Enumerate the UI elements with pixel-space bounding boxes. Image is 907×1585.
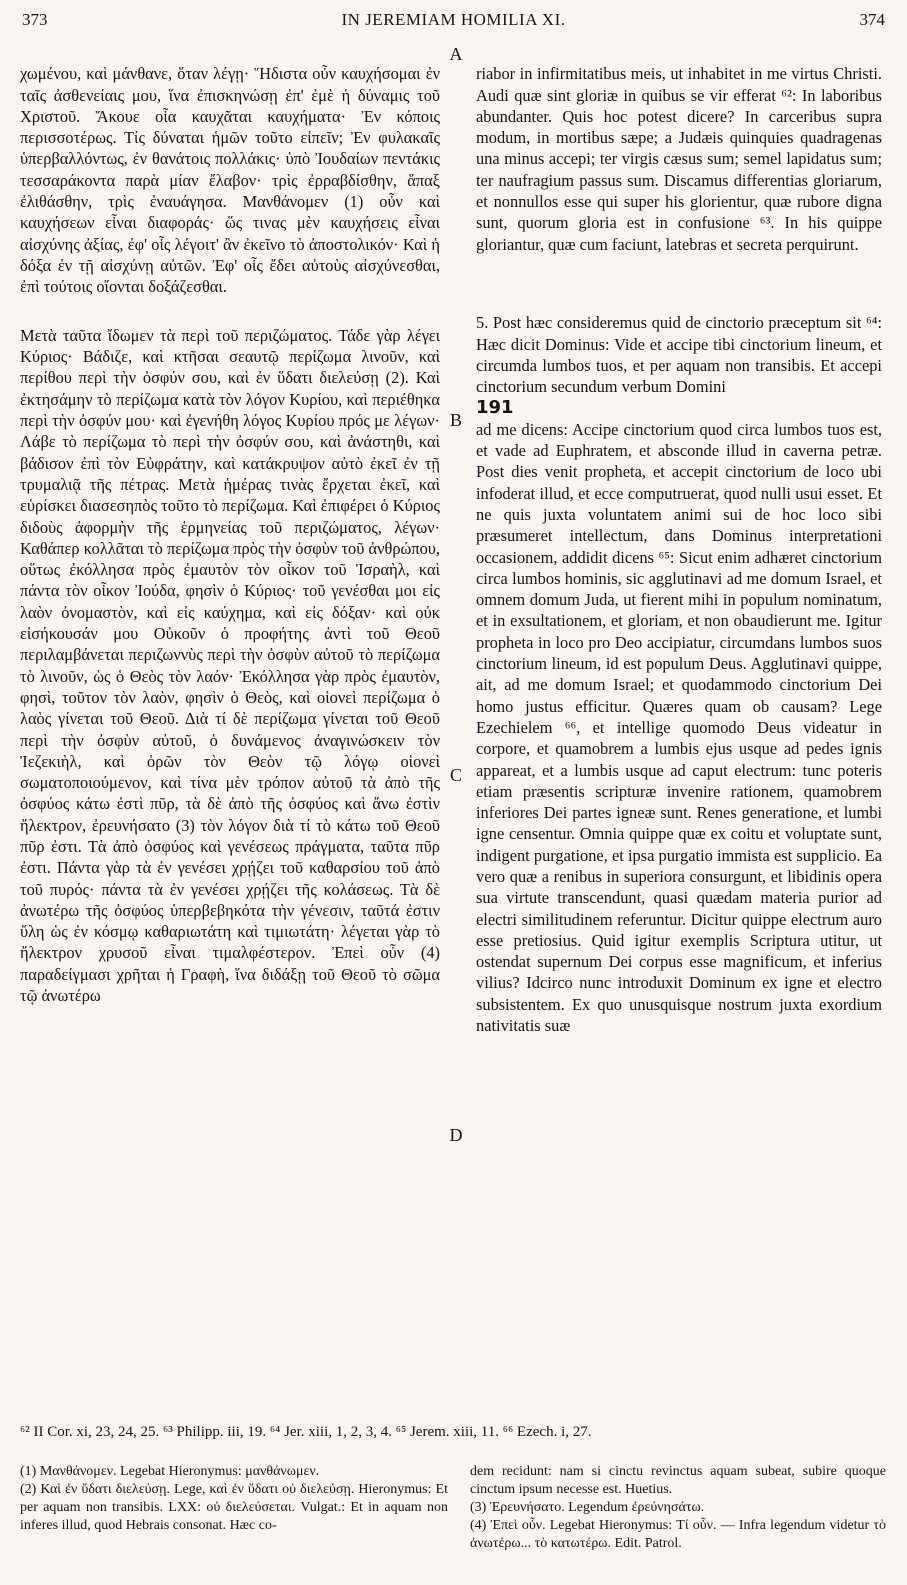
margin-letter-d: D [449,1125,463,1145]
greek-paragraph-2: Μετὰ ταῦτα ἴδωμεν τὰ περὶ τοῦ περιζώματος. Τάδε γὰρ λέγει Κύριος· Βάδιζε, καὶ κτῆσαι σεαυτῷ περίζωμα λινοῦν, καὶ περίθου περὶ τὴν ὀσφύν σου, καὶ ἐν ὕδατι διελεύσῃ (2). Καὶ ἐκτησάμην τὸ περίζωμα κατὰ τὸν λόγον Κυρίου, καὶ περιέθηκα περὶ τὴν ὀσφύν μου· καὶ ἐγενήθη λόγος Κυρίου πρός με λέγων· Λάβε τὸ περίζωμα τὸ περὶ τὴν ὀσφύν σου, καὶ ἀνάστηθι, καὶ βάδισον ἐπὶ τὸν Εὐφράτην, καὶ κατάκρυψον αὐτὸ ἐκεῖ ἐν τῇ τρυμαλιᾷ τῆς πέτρας. Μετὰ ἡμέρας τινὰς ἔρχεται ἐκεῖ, καὶ εὑρίσκει διασεσηπὸς τοῦτο τὸ περίζωμα. Καὶ ἐπιφέρει ὁ Κύριος διδοὺς ἀφορμὴν τῆς ἑρμηνείας τοῦ περιζώματος, λέγων· Καθάπερ κολλᾶται τὸ περίζωμα πρὸς τὴν ὀσφὺν τοῦ ἀνθρώπου, οὕτως ἐκόλλησα πρὸς ἐμαυτὸν τὸν οἶκον τοῦ Ἰσραὴλ, καὶ πάντα τὸν οἶκον Ἰούδα, φησὶν ὁ Κύριος· τοῦ γενέσθαι μοι εἰς λαὸν ὀνομαστὸν, καὶ εἰς καύχημα, καὶ εἰς δόξαν· καὶ οὐκ εἰσήκουσάν μου Οὐκοῦν ὁ προφήτης ἀντὶ τοῦ Θεοῦ περιλαμβάνεται περιζωννὺς περὶ τὴν ὀσφὺν αὐτοῦ τὸ περίζωμα τὸ λινοῦν, ὡς ὁ Θεὸς τὸν λαόν· Ἐκόλλησα γὰρ πρὸς ἐμαυτὸν, φησὶ, τοῦτον τὸν λαὸν, φησὶν ὁ Θεὸς, καὶ οἱονεὶ περίζωμα ὁ λαὸς γίνεται τοῦ Θεοῦ. Διὰ τί δὲ περίζωμα γίνεται τοῦ Θεοῦ περὶ τὴν ὀσφὺν αὐτοῦ, ὁ δυνάμενος ἀναγινώσκειν τὸν Ἰεζεκιὴλ, καὶ ὁρῶν τὸν Θεὸν τῷ λόγῳ οἱονεὶ σωματοποιούμενον, καὶ τίνα μὲν τρόπον αὐτοῦ τὰ ἀπὸ τῆς ὀσφύος κάτω ἐστὶ πῦρ, τὰ δὲ ἀπὸ τῆς ὀσφύος καὶ ἄνω ἐστὶν ἤλεκτρον, ἐρευνήσατο (3) τὸν λόγον διὰ τί τὸ κάτω τοῦ Θεοῦ πῦρ ἐστι. Τὰ ἀπὸ ὀσφύος καὶ γενέσεως πράγματα, ταῦτα πῦρ ἐστι. Πάντα γὰρ τὰ ἐν γενέσει χρῄζει τοῦ καθαρσίου τοῦ ἀπὸ τοῦ πυρός· πάντα τὰ ἐν γενέσει χρῄζει τῆς κολάσεως. Τὰ δὲ ἀνωτέρω τῆς ὀσφύος ὑπερβεβηκότα τὴν γένεσιν, ταῦτά ἐστιν ὕλη ὡς ἐν κόσμῳ καθαριωτάτη καὶ τιμιωτάτη· λέγεται γὰρ τὸ ἤλεκτρον χρυσοῦ εἶναι τιμαλφέστερον. Ἐπεὶ οὖν (4) παραδείγμασι χρῆται ἡ Γραφὴ, ἵνα διδάξῃ τοῦ Θεοῦ τὸ σῶμα τῷ ἀνωτέρω [20,325,440,1006]
margin-letter-b: B [449,410,462,430]
footnotes-right: dem recidunt: nam si cinctu revinctus aquam subeat, subire quoque cinctum ipsum necesse est. Huetius. (3) Ἐρευνήσατο. Legendum ἐρεύνησάτω. (4) Ἐπεὶ οὖν. Legebat Hieronymus: Τί οὖν. — Infra legendum videtur τὸ ἀνωτέρω... τὸ κατωτέρω. Edit. Patrol. [470,1464,886,1551]
page-number-left: 373 [22,10,48,29]
column-number: 191 [476,397,514,419]
greek-column [20,42,440,1034]
footnotes-left: (1) Μανθάνομεν. Legebat Hieronymus: μανθάνωμεν. (2) Καὶ ἐν ὕδατι διελεύσῃ. Lege, καὶ ἐν ὕδατι οὐ διελεύσῃ. Hieronymus: Et per aquam non transibis. LXX: οὐ διελεύσεται. Vulgat.: Et in aquam non inferes illud, quod Hebrais consonat. Hæc co- [20,1464,448,1533]
scripture-references: ⁶² II Cor. xi, 23, 24, 25. ⁶³ Philipp. iii, 19. ⁶⁴ Jer. xiii, 1, 2, 3, 4. ⁶⁵ Jerem. xiii, 11. ⁶⁶ Ezech. i, 27. [20,1424,592,1440]
latin-column [476,42,882,1036]
running-title: IN JEREMIAM HOMILIA XI. [341,10,566,29]
margin-letter-c: C [449,765,462,785]
running-header [22,10,885,36]
latin-paragraph-1: riabor in infirmitatibus meis, ut inhabitet in me virtus Christi. Audi quæ sint gloriæ in quibus se vir efferat ⁶²: In laboribus abundanter. Quis hoc potest dicere? In carceribus supra modum, in mortibus sæpe; a Judæis quinquies quadragenas una minus accepi; ter virgis cæsus sum; semel lapidatus sum; ter naufragium passus sum. Discamus differentias gloriarum, et nonnullos esse qui super his glorientur, quæ rubore digna sunt, quorum gloria est in confusione ⁶³. In his quippe gloriantur, quæ cum faciunt, latebras et secreta perquirunt. [476,64,882,254]
greek-paragraph-1: χωμένου, καὶ μάνθανε, ὅταν λέγῃ· Ἥδιστα οὖν καυχήσομαι ἐν ταῖς ἀσθενείαις μου, ἵνα ἐπισκηνώσῃ ἐπ' ἐμὲ ἡ δύναμις τοῦ Χριστοῦ. Ἄκουε οἷα καυχᾶται καυχήματα· Ἐν κόποις περισσοτέρως. Τίς δύναται ἡμῶν τοῦτο εἰπεῖν; Ἐν φυλακαῖς ὑπερβαλλόντως, ἐν θανάτοις πολλάκις· ὑπὸ Ἰουδαίων πεντάκις τεσσαράκοντα παρὰ μίαν ἔλαβον· τρὶς ἐρραβδίσθην, ἅπαξ ἐλιθάσθην, τρὶς ἐναυάγησα. Μανθάνομεν (1) οὖν καὶ καυχήσεων εἶναι διαφοράς· ὥς τινας μὲν καυχήσεις εἶναι αἰσχύνης ἀξίας, ἐφ' οἷς λέγοιτ' ἂν ἐκεῖνο τὸ ἀποστολικόν· Καὶ ἡ δόξα ἐν τῇ αἰσχύνῃ αὐτῶν. Ἐφ' οἷς ἔδει αὐτοὺς αἰσχύνεσθαι, ἐπὶ τούτοις οἴονται δοξάζεσθαι. [20,64,440,297]
latin-paragraph-2: 5. Post hæc consideremus quid de cinctorio præceptum sit ⁶⁴: Hæc dicit Dominus: Vide et accipe tibi cinctorium lineum, et circumda lumbos tuos, et per aquam non transibis. Et accepi cinctorium secundum verbum Domini [476,313,882,397]
page-number-right: 374 [859,10,885,29]
latin-paragraph-3: ad me dicens: Accipe cinctorium quod circa lumbos tuos est, et vade ad Euphratem, et absconde illud in caverna petræ. Post dies venit propheta, et accepit cinctorium de loco ubi infoderat illud, et ecce computruerat, quod nulli usui esset. Et ne quis juxta voluntatem animi sui de hoc loco sibi præsumeret intellectum, dans Dominus interpretationi occasionem, addidit dicens ⁶⁵: Sicut enim adhæret cinctorium circa lumbos hominis, sic agglutinavi ad me domum Israel, et omnem domum Juda, ut fierent mihi in populum nominatum, et in exsultationem, et gloriam, et non obaudierunt me. Igitur propheta in loco pro Deo accipiatur, circumdans lumbos suos cinctorium lineum, id est populum Deus. Agglutinavi quippe, ait, ad me domum Israel; et quodammodo cinctorium Dei homo justus efficitur. Quæres quam ob causam? Lege Ezechielem ⁶⁶, et intellige quomodo Deus videatur in corpore, et quamobrem a lumbis ejus usque ad pedes ignis appareat, et a lumbis usque ad caput electrum: tunc poteris etiam præsentis scripturæ invenire rationem, quamobrem inferiores Dei partes igneæ sunt. Renes generatione, et lumbi igne censentur. Omnia quippe quæ ex coitu et voluptate sunt, indigent purgatione, et ipsa purgatio immista est supplicio. Ea vero quæ a renibus in superiora consurgunt, et libidinis opera sua virtute transcendunt, quasi quædam materia purior ad electri similitudinem referuntur. Dicitur quippe electrum auro esse pretiosius. Quid igitur exemplis Scriptura utitur, ut ostendat supernum Dei corpus esse magnificum, et inferius vilius? Idcirco nunc introduxit Dominum ex igne et electro subsistentem. Ex quo unusquisque nostrum juxta exordium nativitatis suæ [476,419,882,1036]
margin-letter-a: A [449,44,463,64]
